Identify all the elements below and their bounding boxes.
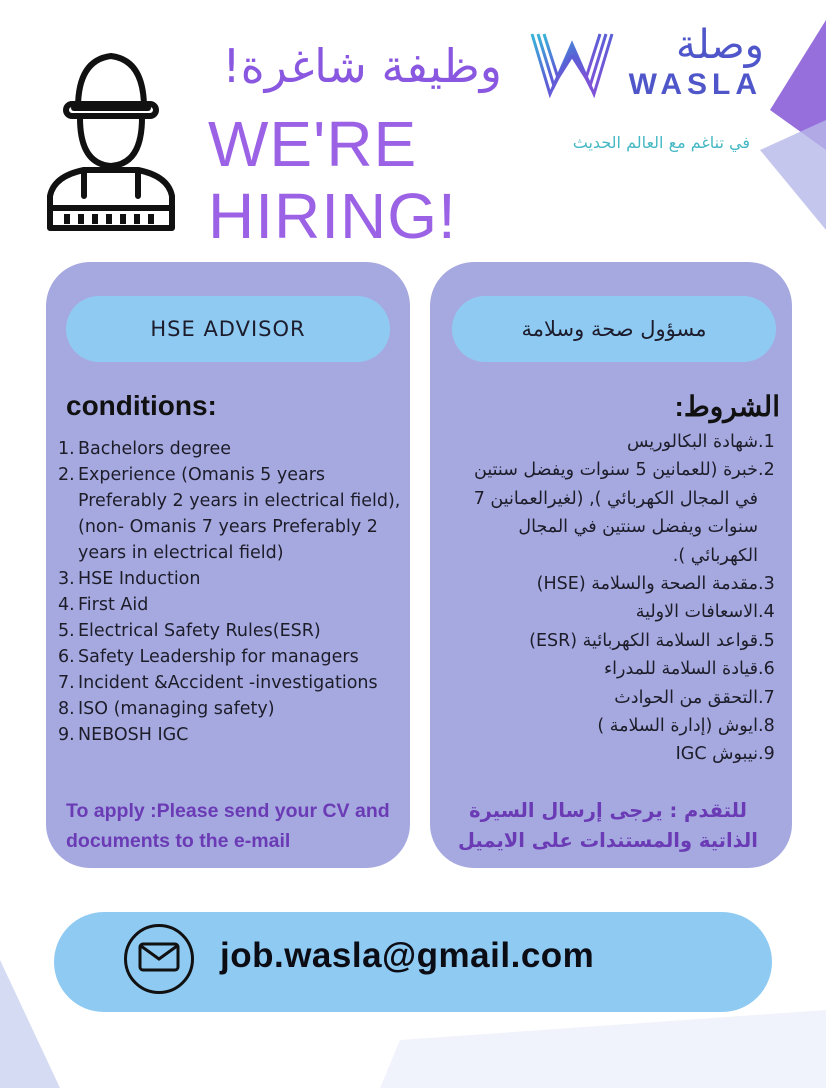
logo-english: WASLA — [628, 68, 762, 101]
list-item: 5. Electrical Safety Rules(ESR) — [58, 621, 321, 641]
list-item: 7. التحقق من الحوادث — [614, 687, 775, 708]
conditions-list-arabic — [458, 428, 778, 769]
list-item: 4. الاسعافات الاولية — [635, 602, 775, 623]
position-title-english: HSE ADVISOR — [66, 296, 390, 362]
apply-instructions-arabic: للتقدم : يرجى إرسال السيرة الذاتية والمستندات على الايميل — [458, 799, 758, 852]
conditions-heading-english: conditions: — [66, 390, 217, 421]
list-item: 3. HSE Induction — [58, 569, 201, 589]
list-item: 6. Safety Leadership for managers — [58, 647, 359, 667]
list-item: 1. شهادة البكالوريس — [626, 432, 775, 452]
wasla-logo-mark — [528, 28, 616, 100]
envelope-icon — [138, 942, 180, 972]
construction-worker-icon — [44, 46, 178, 234]
arabic-job-card — [430, 262, 792, 868]
list-item: 4. First Aid — [58, 595, 149, 615]
list-item: 9. نيبوش IGC — [675, 744, 775, 765]
list-item: 6. قيادة السلامة للمدراء — [603, 659, 775, 680]
logo-arabic: وصلة — [676, 22, 764, 68]
tagline: في تناغم مع العالم الحديث — [572, 133, 750, 152]
list-item: 8. ايوش (إدارة السلامة ) — [597, 716, 775, 737]
apply-instructions-english: To apply :Please send your CV and documents to the e-mail — [66, 800, 390, 852]
english-job-card — [46, 262, 410, 868]
list-item: 9. NEBOSH IGC — [58, 725, 189, 745]
list-item: 7. Incident &Accident -investigations — [58, 673, 378, 693]
conditions-list-english — [58, 436, 404, 748]
conditions-heading-arabic: الشروط: — [674, 391, 780, 422]
list-item: 2. خبرة (للعمانين 5 سنوات ويفضل سنتين في المجال الكهربائي ), (لغيرالعمانين 7 سنوات ويفضل سنتين في المجال الكهربائي ). — [473, 460, 775, 566]
list-item: 8. ISO (managing safety) — [58, 699, 275, 719]
position-title-arabic: مسؤول صحة وسلامة — [452, 296, 776, 362]
list-item: 5. قواعد السلامة الكهربائية (ESR) — [529, 630, 775, 651]
list-item: 1. Bachelors degree — [58, 439, 231, 459]
list-item: 2. Experience (Omanis 5 years Preferably 2 years in electrical field),(non- Omanis 7 years Preferably 2 years in electrical field) — [58, 465, 401, 563]
email-address-link[interactable]: job.wasla@gmail.com — [220, 936, 595, 975]
headline-arabic: وظيفة شاغرة! — [222, 39, 502, 93]
list-item: 3. مقدمة الصحة والسلامة (HSE) — [536, 574, 775, 595]
headline-english: WE'RE HIRING! — [208, 108, 457, 252]
